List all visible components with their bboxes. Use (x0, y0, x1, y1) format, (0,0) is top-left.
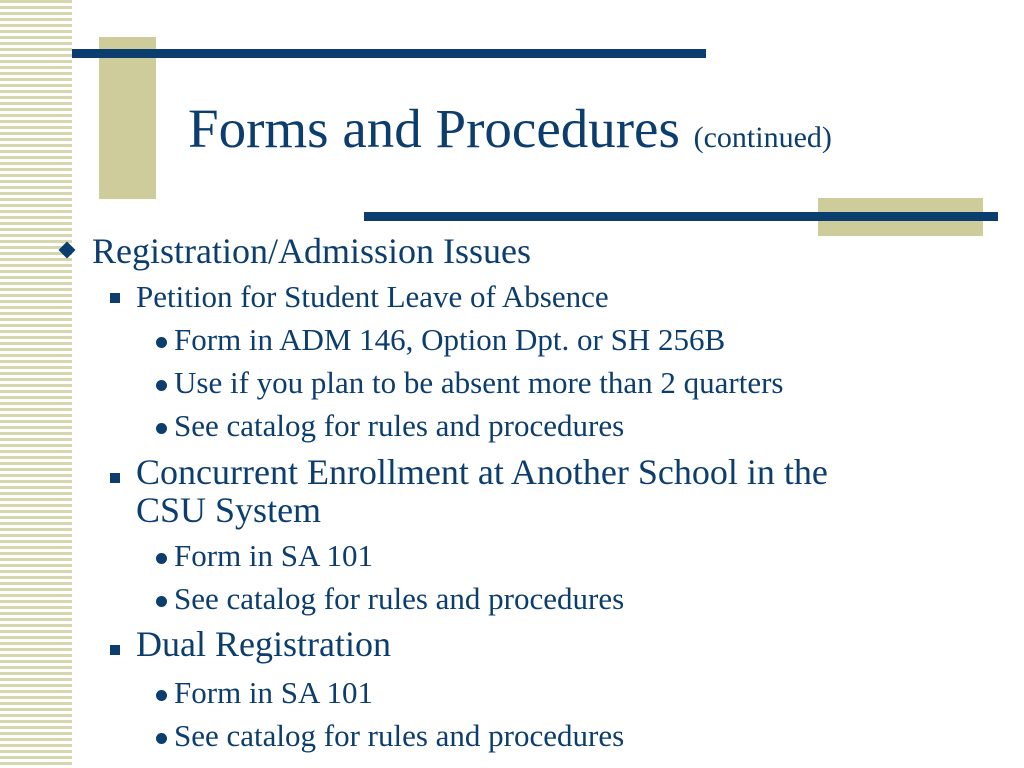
section-leave-of-absence: Petition for Student Leave of Absence (136, 279, 609, 314)
list-item: Use if you plan to be absent more than 2 quarters (174, 365, 784, 400)
diamond-bullet-icon (59, 242, 76, 259)
dot-bullet-icon (156, 733, 167, 744)
dot-bullet-icon (156, 553, 167, 564)
heading-registration-admission: Registration/Admission Issues (92, 231, 531, 271)
dot-bullet-icon (156, 423, 167, 434)
dot-bullet-icon (156, 337, 167, 348)
slide-title-text: Forms and Procedures (188, 98, 680, 159)
list-item: Form in SA 101 (174, 675, 373, 710)
list-item: See catalog for rules and procedures (174, 718, 625, 753)
list-item: Form in ADM 146, Option Dpt. or SH 256B (174, 322, 726, 357)
square-bullet-icon (110, 473, 120, 483)
dot-bullet-icon (156, 690, 167, 701)
slide-title-suffix: (continued) (693, 121, 832, 154)
dot-bullet-icon (156, 380, 167, 391)
list-item: See catalog for rules and procedures (174, 581, 625, 616)
section-dual-registration: Dual Registration (136, 624, 391, 664)
list-item: Form in SA 101 (174, 538, 373, 573)
section-concurrent-enrollment-line1: Concurrent Enrollment at Another School in the (136, 452, 828, 492)
square-bullet-icon (110, 293, 120, 303)
section-concurrent-enrollment-line2: CSU System (136, 490, 322, 530)
dot-bullet-icon (156, 596, 167, 607)
list-item: See catalog for rules and procedures (174, 408, 625, 443)
square-bullet-icon (110, 645, 120, 655)
